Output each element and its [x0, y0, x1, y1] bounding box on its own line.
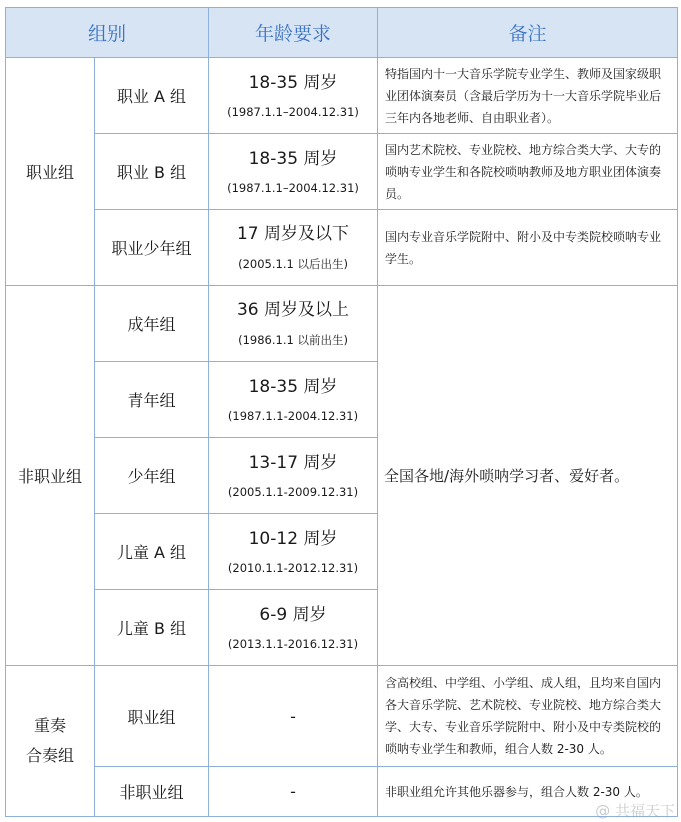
age-cell: [209, 134, 378, 210]
date-range: (2005.1.1 以后出生): [238, 256, 348, 271]
header-age: 年龄要求: [209, 8, 378, 58]
age-text: 10-12 周岁: [248, 528, 338, 549]
group-name: 少年组: [95, 438, 209, 514]
date-range: (2013.1.1-2016.12.31): [227, 636, 359, 651]
note-cell: 全国各地/海外唢呐学习者、爱好者。: [378, 286, 678, 666]
date-range: (1987.1.1-2004.12.31): [227, 408, 359, 423]
table-row: [6, 58, 678, 134]
category-amateur: 非职业组: [6, 286, 95, 666]
watermark: @ 共福天下: [595, 802, 675, 820]
age-text: 17 周岁及以下: [236, 223, 350, 244]
date-range: (1987.1.1–2004.12.31): [227, 104, 359, 119]
category-ensemble-line1: 重奏: [33, 716, 66, 735]
group-name: 职业组: [95, 666, 209, 767]
table-row: [6, 210, 678, 286]
category-ensemble: [6, 666, 95, 817]
note-cell: 国内专业音乐学院附中、附小及中专类院校唢呐专业学生。: [378, 210, 678, 286]
group-name: 儿童 B 组: [95, 590, 209, 666]
group-name: 青年组: [95, 362, 209, 438]
age-cell: [209, 286, 378, 362]
table-row: [6, 286, 678, 362]
age-text: 6-9 周岁: [259, 604, 327, 625]
group-name: 职业 B 组: [95, 134, 209, 210]
age-text: 13-17 周岁: [248, 452, 338, 473]
age-cell: [209, 590, 378, 666]
age-cell: [209, 210, 378, 286]
header-row: [6, 8, 678, 58]
header-note: 备注: [378, 8, 678, 58]
age-text: 18-35 周岁: [248, 148, 338, 169]
group-name: 非职业组: [95, 767, 209, 817]
date-range: (2010.1.1-2012.12.31): [227, 560, 359, 575]
category-ensemble-line2: 合奏组: [25, 746, 74, 765]
age-cell: [209, 58, 378, 134]
age-cell: -: [209, 666, 378, 767]
competition-group-table: [5, 7, 678, 817]
date-range: (2005.1.1-2009.12.31): [227, 484, 359, 499]
date-range: (1987.1.1–2004.12.31): [227, 180, 359, 195]
age-text: 18-35 周岁: [248, 376, 338, 397]
age-cell: [209, 362, 378, 438]
age-cell: [209, 514, 378, 590]
group-name: 职业少年组: [95, 210, 209, 286]
age-text: 36 周岁及以上: [236, 299, 350, 320]
note-cell: 国内艺术院校、专业院校、地方综合类大学、大专的唢呐专业学生和各院校唢呐教师及地方职业团体演奏员。: [378, 134, 678, 210]
note-cell: 含高校组、中学组、小学组、成人组，且均来自国内各大音乐学院、艺术院校、专业院校、地方综合类大学、大专、专业音乐学院附中、附小及中专类院校的唢呐专业学生和教师，组合人数 2-30 人。: [378, 666, 678, 767]
table-row: [6, 666, 678, 767]
group-name: 儿童 A 组: [95, 514, 209, 590]
table-row: [6, 767, 678, 817]
date-range: (1986.1.1 以前出生): [238, 332, 348, 347]
age-cell: [209, 438, 378, 514]
age-cell: -: [209, 767, 378, 817]
note-cell: 特指国内十一大音乐学院专业学生、教师及国家级职业团体演奏员（含最后学历为十一大音乐学院毕业后三年内各地老师、自由职业者）。: [378, 58, 678, 134]
group-name: 职业 A 组: [95, 58, 209, 134]
table-row: [6, 134, 678, 210]
age-text: 18-35 周岁: [248, 72, 338, 93]
header-group: 组别: [6, 8, 209, 58]
note-cell: 非职业组允许其他乐器参与，组合人数 2-30 人。: [378, 767, 678, 817]
group-name: 成年组: [95, 286, 209, 362]
category-professional: 职业组: [6, 58, 95, 286]
